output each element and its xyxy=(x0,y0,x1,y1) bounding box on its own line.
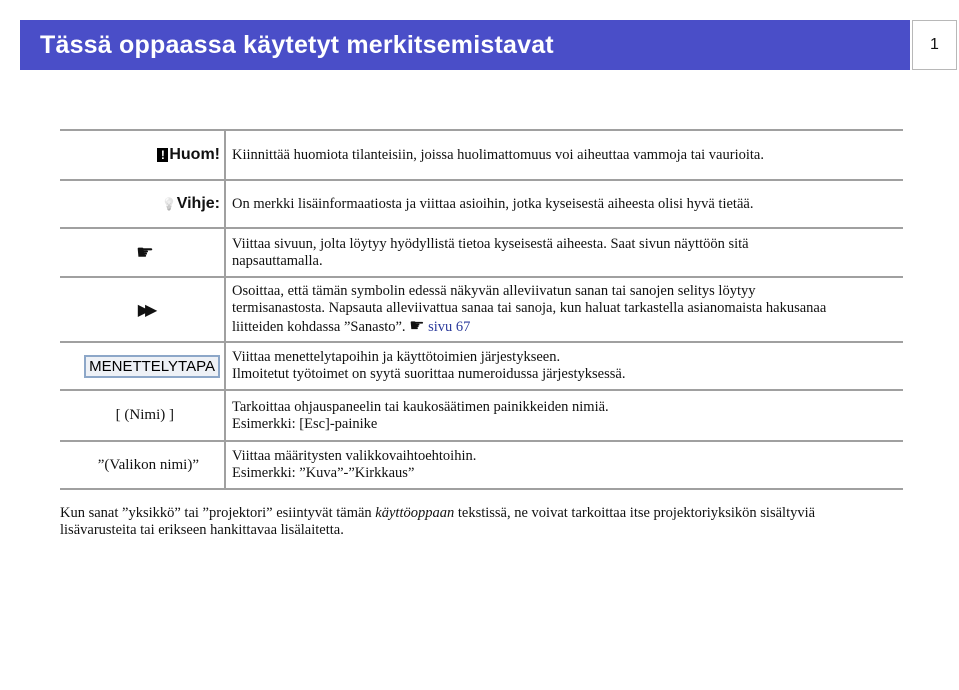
desc-line: Tarkoittaa ohjauspaneelin tai kaukosäätimen painikkeiden nimiä. xyxy=(232,398,609,415)
desc-line: napsauttamalla. xyxy=(232,252,323,269)
caution-icon: ! xyxy=(157,148,168,162)
desc-line: termisanastosta. Napsauta alleviivattua sanaa tai sanoja, kun haluat tarkastella asianomaista hakusanaa xyxy=(232,300,827,316)
desc-line: Esimerkki: ”Kuva”-”Kirkkaus” xyxy=(232,465,415,481)
note-text: Kun sanat ”yksikkö” tai ”projektori” esiintyvät tämän xyxy=(60,505,376,521)
desc-line xyxy=(232,317,903,336)
legend-row-button-name xyxy=(60,390,903,441)
note-text: tekstissä, ne voivat tarkoittaa itse projektoriyksikön sisältyviä xyxy=(454,505,816,521)
legend-row-menu-name xyxy=(60,441,903,489)
page-link[interactable]: sivu 67 xyxy=(424,319,471,335)
legend-desc xyxy=(225,342,903,390)
legend-label-cell xyxy=(60,180,225,228)
legend-desc xyxy=(225,390,903,441)
desc-line: Viittaa sivuun, jolta löytyy hyödyllistä tietoa kyseisestä aiheesta. Saat sivun näyttöön sitä xyxy=(232,235,749,252)
procedure-badge: MENETTELYTAPA xyxy=(84,355,220,378)
desc-line: Osoittaa, että tämän symbolin edessä näkyvän alleviivatun sanan tai sanojen selitys löytyy xyxy=(232,283,756,299)
note-line xyxy=(60,505,930,522)
legend-desc xyxy=(225,228,903,277)
legend-label-cell xyxy=(60,228,225,277)
desc-line: Viittaa määritysten valikkovaihtoehtoihin. xyxy=(232,448,477,464)
page-header xyxy=(20,20,910,70)
legend-row-caution xyxy=(60,130,903,180)
desc-line: Ilmoitetut työtoimet on syytä suorittaa numeroidussa järjestyksessä. xyxy=(232,366,626,382)
legend-table xyxy=(60,129,903,490)
legend-label-cell xyxy=(60,130,225,180)
usage-note xyxy=(60,505,930,539)
legend-label-cell xyxy=(60,342,225,390)
legend-desc: On merkki lisäinformaatiosta ja viittaa asioihin, jotka kyseisestä aiheesta olisi hyvä tietää. xyxy=(225,180,903,228)
double-arrow-icon: ▶▶ xyxy=(137,301,153,319)
pointing-hand-icon: ☛ xyxy=(136,242,154,264)
legend-label: [ (Nimi) ] xyxy=(60,390,225,441)
legend-desc: Kiinnittää huomiota tilanteisiin, joissa huolimattomuus voi aiheuttaa vammoja tai vaurioita. xyxy=(225,130,903,180)
note-line: lisävarusteita tai erikseen hankittavaa lisälaitetta. xyxy=(60,522,344,538)
legend-label: ”(Valikon nimi)” xyxy=(60,441,225,489)
tip-label: Vihje: xyxy=(176,195,220,212)
legend-row-page-reference xyxy=(60,228,903,277)
lightbulb-icon: 💡 xyxy=(161,197,177,211)
legend-row-tip xyxy=(60,180,903,228)
legend-label-cell xyxy=(60,277,225,342)
legend-row-procedure xyxy=(60,342,903,390)
legend-desc xyxy=(225,277,903,342)
legend-row-glossary xyxy=(60,277,903,342)
pointing-hand-icon: ☛ xyxy=(409,316,425,335)
note-italic: käyttöoppaan xyxy=(375,505,455,521)
page-title: Tässä oppaassa käytetyt merkitsemistavat xyxy=(40,30,554,59)
desc-text: liitteiden kohdassa ”Sanasto”. xyxy=(232,319,406,335)
desc-line: Esimerkki: [Esc]-painike xyxy=(232,415,378,432)
desc-line: Viittaa menettelytapoihin ja käyttötoimien järjestykseen. xyxy=(232,349,561,365)
legend-desc xyxy=(225,441,903,489)
caution-label: Huom! xyxy=(169,146,220,163)
page-number: 1 xyxy=(912,20,957,70)
